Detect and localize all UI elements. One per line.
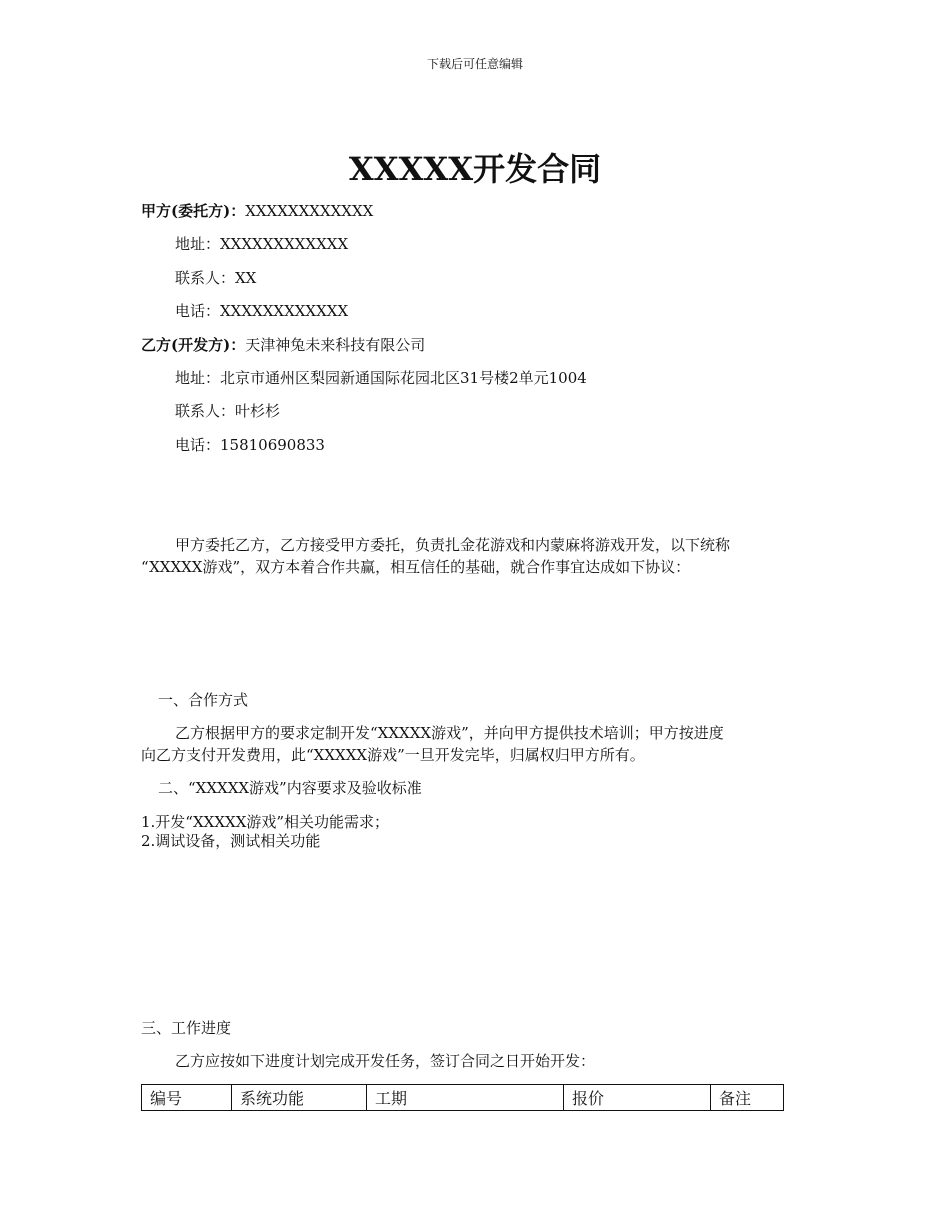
party-a-name: XXXXXXXXXXXX bbox=[245, 202, 374, 220]
section-1-line-2: 向乙方支付开发费用，此“XXXXX游戏”一旦开发完毕，归属权归甲方所有。 bbox=[141, 746, 645, 764]
col-number: 编号 bbox=[142, 1085, 232, 1111]
party-b-contact: 联系人：叶杉杉 bbox=[175, 402, 281, 420]
col-function: 系统功能 bbox=[232, 1085, 367, 1111]
party-b-label: 乙方(开发方)： bbox=[141, 336, 246, 354]
col-period: 工期 bbox=[367, 1085, 564, 1111]
document-title: XXXXX开发合同 bbox=[348, 150, 602, 188]
intro-line-2: “XXXXX游戏”，双方本着合作共赢，相互信任的基础，就合作事宜达成如下协议： bbox=[141, 558, 691, 576]
table-header-row bbox=[142, 1085, 784, 1111]
section-1-line-1: 乙方根据甲方的要求定制开发“XXXXX游戏”，并向甲方提供技术培训；甲方按进度 bbox=[175, 724, 724, 742]
party-b-name: 天津神兔未来科技有限公司 bbox=[245, 336, 426, 354]
section-3-heading: 三、工作进度 bbox=[141, 1019, 232, 1037]
party-a-label: 甲方(委托方)： bbox=[141, 202, 246, 220]
party-b-address: 地址：北京市通州区梨园新通国际花园北区31号楼2单元1004 bbox=[175, 369, 587, 387]
party-b-line bbox=[141, 335, 425, 355]
col-price: 报价 bbox=[564, 1085, 711, 1111]
party-a-contact: 联系人：XX bbox=[175, 269, 257, 287]
section-3-text: 乙方应按如下进度计划完成开发任务，签订合同之日开始开发： bbox=[175, 1052, 596, 1070]
section-2-heading: 二、“XXXXX游戏”内容要求及验收标准 bbox=[158, 779, 422, 797]
schedule-table bbox=[141, 1084, 784, 1111]
section-2-item-1: 1.开发“XXXXX游戏”相关功能需求； bbox=[141, 813, 390, 831]
section-2-item-2: 2.调试设备，测试相关功能 bbox=[141, 832, 321, 850]
party-a-phone: 电话：XXXXXXXXXXXX bbox=[175, 302, 349, 320]
col-notes: 备注 bbox=[711, 1085, 784, 1111]
party-b-phone: 电话：15810690833 bbox=[175, 436, 325, 454]
header-note: 下载后可任意编辑 bbox=[426, 57, 523, 71]
section-1-heading: 一、合作方式 bbox=[158, 691, 249, 709]
party-a-line bbox=[141, 201, 373, 221]
intro-line-1: 甲方委托乙方，乙方接受甲方委托，负责扎金花游戏和内蒙麻将游戏开发，以下统称 bbox=[175, 536, 731, 554]
party-a-address: 地址：XXXXXXXXXXXX bbox=[175, 235, 349, 253]
